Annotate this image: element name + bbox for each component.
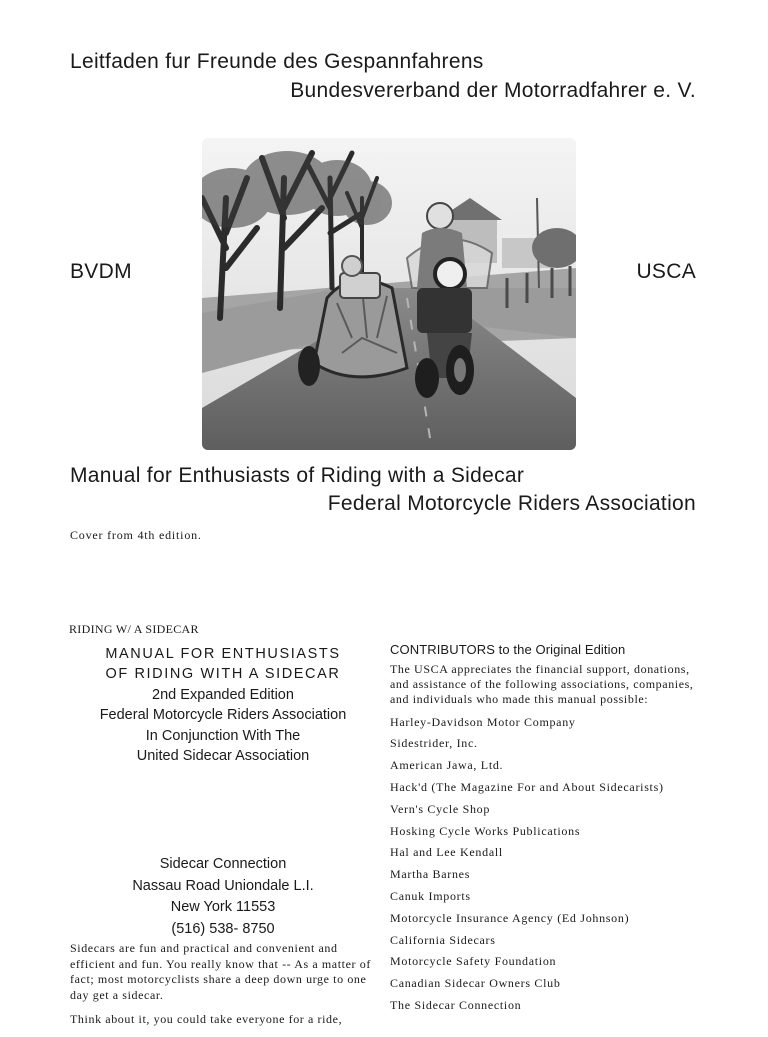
bvdm-label: BVDM <box>70 260 132 283</box>
cover-caption: Cover from 4th edition. <box>70 528 202 542</box>
contributor-item: Canuk Imports <box>390 888 471 903</box>
cover-photo-sidecar-motorcycle <box>202 138 576 450</box>
contributors-section <box>390 642 702 1017</box>
address-city: New York 11553 <box>170 899 276 915</box>
contributor-item: California Sidecars <box>390 932 496 947</box>
partner-line: United Sidecar Association <box>136 748 310 765</box>
contributor-item: Harley-Davidson Motor Company <box>390 714 576 729</box>
edition-line: 2nd Expanded Edition <box>152 686 294 703</box>
contributor-item: The Sidecar Connection <box>390 997 522 1012</box>
contributor-item: Martha Barnes <box>390 867 471 882</box>
intro-paragraph: Sidecars are fun and practical and convenient and efficient and fun. You really know that -- As a matter of fact; most motorcyclists share a deep down urge to one day get a sidecar. <box>70 941 371 1002</box>
english-organization: Federal Motorcycle Riders Association <box>327 492 696 515</box>
manual-title-block <box>70 644 376 766</box>
english-title: Manual for Enthusiasts of Riding with a Sidecar <box>70 464 525 487</box>
contributor-item: Hack'd (The Magazine For and About Sidecarists) <box>390 780 664 794</box>
contributors-heading: CONTRIBUTORS to the Original Edition <box>390 642 626 657</box>
sidecar-rider-illustration <box>202 138 576 450</box>
running-head: RIDING W/ A SIDECAR <box>69 622 199 636</box>
contributor-item: American Jawa, Ltd. <box>390 758 504 773</box>
intro-text <box>70 941 382 1037</box>
contributor-item: Sidestrider, Inc. <box>390 736 478 751</box>
title-line: OF RIDING WITH A SIDECAR <box>105 666 341 683</box>
address-block <box>70 854 376 940</box>
address-phone: (516) 538- 8750 <box>171 920 275 937</box>
publisher-line: Federal Motorcycle Riders Association <box>99 707 347 724</box>
contributor-item: Hal and Lee Kendall <box>390 845 503 860</box>
address-street: Nassau Road Uniondale L.I. <box>132 877 314 894</box>
contributor-item: Motorcycle Safety Foundation <box>390 954 557 969</box>
address-name: Sidecar Connection <box>159 856 287 872</box>
contributors-intro: The USCA appreciates the financial support, donations, and assistance of the following associations, companies, and individuals who made this manual possible: <box>390 662 694 707</box>
contributor-item: Vern's Cycle Shop <box>390 801 491 816</box>
conjunction-line: In Conjunction With The <box>145 727 301 744</box>
contributor-item: Canadian Sidecar Owners Club <box>390 976 561 991</box>
contributor-item: Motorcycle Insurance Agency (Ed Johnson) <box>390 910 630 925</box>
contributors-list <box>390 712 702 1017</box>
german-title: Leitfaden fur Freunde des Gespannfahrens <box>70 50 484 73</box>
title-line: MANUAL FOR ENTHUSIASTS <box>105 646 341 662</box>
usca-label: USCA <box>636 260 696 283</box>
german-organization: Bundesvererband der Motorradfahrer e. V. <box>290 79 696 102</box>
contributor-item: Hosking Cycle Works Publications <box>390 823 581 838</box>
intro-paragraph: Think about it, you could take everyone for a ride, <box>70 1012 343 1027</box>
